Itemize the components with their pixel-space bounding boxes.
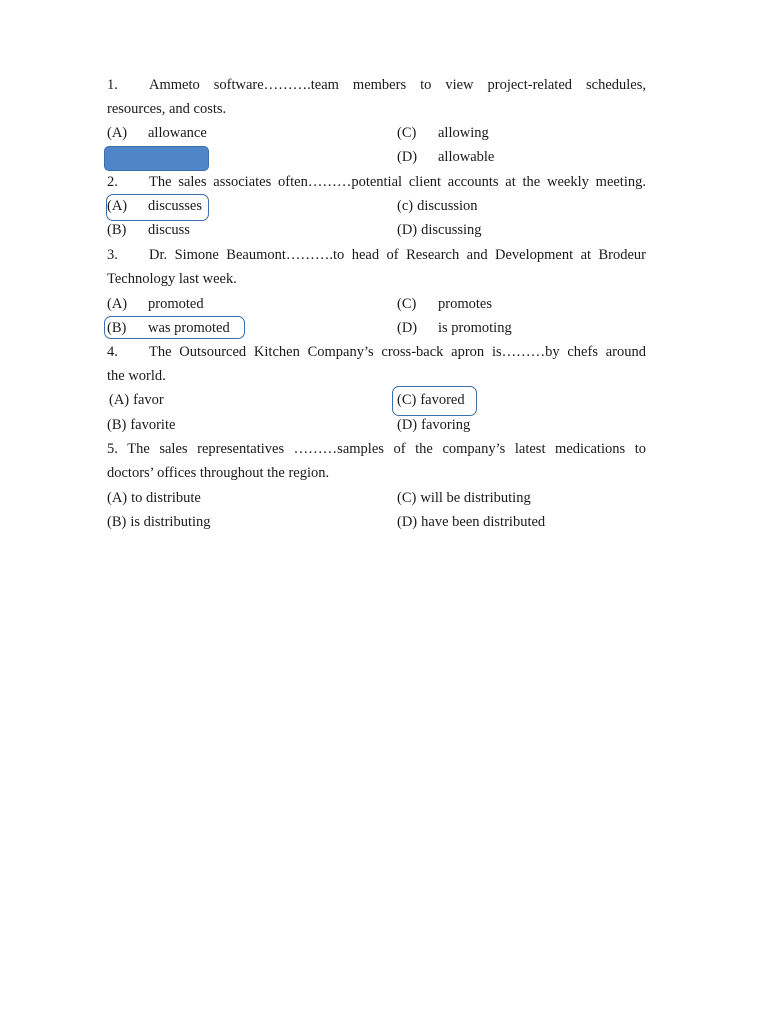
question-3-option-a[interactable]: (A) promoted	[107, 296, 204, 312]
question-1-option-b-filled-box[interactable]	[104, 146, 209, 171]
question-1-stem-line2: resources, and costs.	[107, 101, 227, 117]
question-1-number: 1.	[107, 77, 118, 93]
question-5-stem-line1: 5. The sales representatives ………samples of the company’s latest medications to	[107, 441, 646, 457]
question-5-stem-line2: doctors’ offices throughout the region.	[107, 465, 330, 481]
question-3-stem-line2: Technology last week.	[107, 271, 237, 287]
question-1-option-d[interactable]: (D) allowable	[397, 149, 495, 165]
question-4-stem-line1: 4. The Outsourced Kitchen Company’s cross-back apron is………by chefs around	[107, 344, 646, 360]
question-2-number: 2.	[107, 174, 118, 190]
question-2-option-d[interactable]: (D) discussing	[397, 222, 482, 238]
question-3-option-b[interactable]: (B) was promoted	[107, 320, 230, 336]
question-1-option-c[interactable]: (C) allowing	[397, 125, 489, 141]
question-4-number: 4.	[107, 344, 118, 360]
question-5-number: 5.	[107, 441, 118, 457]
question-2-option-b[interactable]: (B) discuss	[107, 222, 190, 238]
question-2-option-c[interactable]: (c) discussion	[397, 198, 478, 214]
question-5-option-c[interactable]: (C) will be distributing	[397, 490, 531, 506]
question-4-option-a[interactable]: (A) favor	[109, 392, 164, 408]
question-4-option-b[interactable]: (B) favorite	[107, 417, 176, 433]
question-4-option-d[interactable]: (D) favoring	[397, 417, 471, 433]
question-3-stem-line1: 3. Dr. Simone Beaumont……….to head of Research and Development at Brodeur	[107, 247, 646, 263]
question-1-stem-line1: 1. Ammeto software……….team members to view project-related schedules,	[107, 77, 646, 93]
question-3-option-c[interactable]: (C) promotes	[397, 296, 492, 312]
question-4-option-c[interactable]: (C) favored	[397, 392, 465, 408]
question-5-option-d[interactable]: (D) have been distributed	[397, 514, 546, 530]
question-2-stem-line1: 2. The sales associates often………potential client accounts at the weekly meeting.	[107, 174, 646, 190]
question-3-number: 3.	[107, 247, 118, 263]
question-4-stem-line2: the world.	[107, 368, 166, 384]
question-5-option-b[interactable]: (B) is distributing	[107, 514, 211, 530]
question-3-option-d[interactable]: (D) is promoting	[397, 320, 512, 336]
question-2-option-a[interactable]: (A) discusses	[107, 198, 202, 214]
question-5-option-a[interactable]: (A) to distribute	[107, 490, 201, 506]
question-1-option-a[interactable]: (A) allowance	[107, 125, 207, 141]
